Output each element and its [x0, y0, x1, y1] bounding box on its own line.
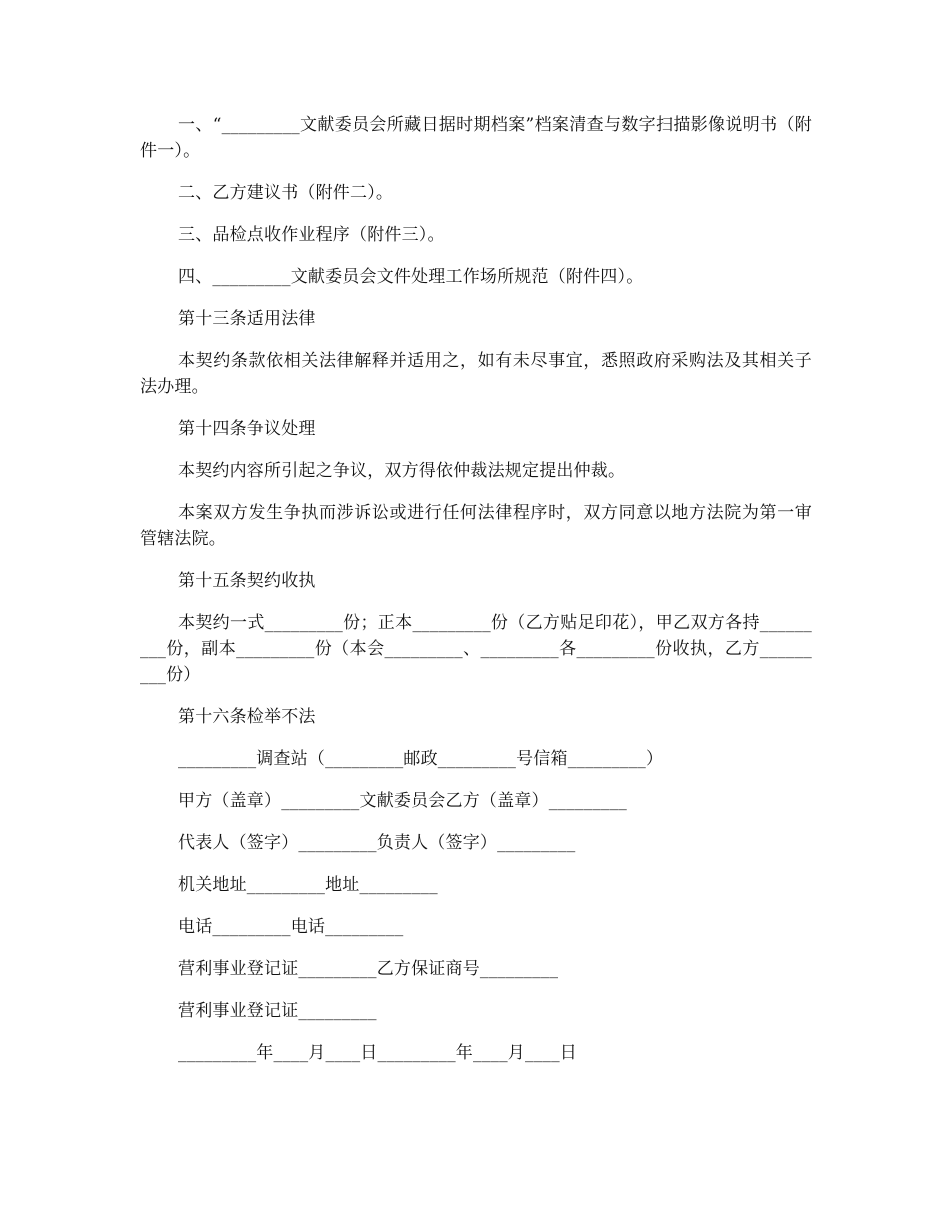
signature-business-registration-2: 营利事业登记证_________	[178, 1001, 377, 1021]
article-15-heading: 第十五条契约收执	[178, 571, 316, 591]
article-16-text: _________调查站（_________邮政_________号信箱_________）	[178, 749, 664, 769]
attachment-3-item: 三、品检点收作业程序（附件三）。	[178, 225, 445, 245]
article-14-heading: 第十四条争议处理	[178, 419, 316, 439]
attachment-4-item: 四、_________文献委员会文件处理工作场所规范（附件四）。	[178, 267, 644, 287]
attachment-1-item: 一、“_________文献委员会所藏日据时期档案”档案清查与数字扫描影像说明书（附件一）。	[140, 115, 812, 161]
attachment-2-item: 二、乙方建议书（附件二）。	[178, 183, 394, 203]
article-13-heading: 第十三条适用法律	[178, 309, 316, 329]
signature-parties: 甲方（盖章）_________文献委员会乙方（盖章）_________	[178, 791, 627, 811]
document-body	[140, 112, 812, 1082]
article-14-text-1: 本契约内容所引起之争议，双方得依仲裁法规定提出仲裁。	[178, 461, 626, 481]
signature-phones: 电话_________电话_________	[178, 917, 404, 937]
signature-addresses: 机关地址_________地址_________	[178, 875, 438, 895]
article-13-text: 本契约条款依相关法律解释并适用之，如有未尽事宜，悉照政府采购法及其相关子法办理。	[140, 351, 812, 397]
article-16-heading: 第十六条检举不法	[178, 707, 316, 727]
article-14-text-2: 本案双方发生争执而涉诉讼或进行任何法律程序时，双方同意以地方法院为第一审管辖法院。	[140, 503, 812, 549]
signature-representatives: 代表人（签字）_________负责人（签字）_________	[178, 833, 576, 853]
article-15-text: 本契约一式_________份；正本_________份（乙方贴足印花），甲乙双方各持_________份，副本_________份（本会_________、_________各_________份收执，乙方_________份）	[140, 613, 812, 685]
signature-dates: _________年____月____日_________年____月____日	[178, 1043, 577, 1063]
signature-business-registration: 营利事业登记证_________乙方保证商号_________	[178, 959, 559, 979]
